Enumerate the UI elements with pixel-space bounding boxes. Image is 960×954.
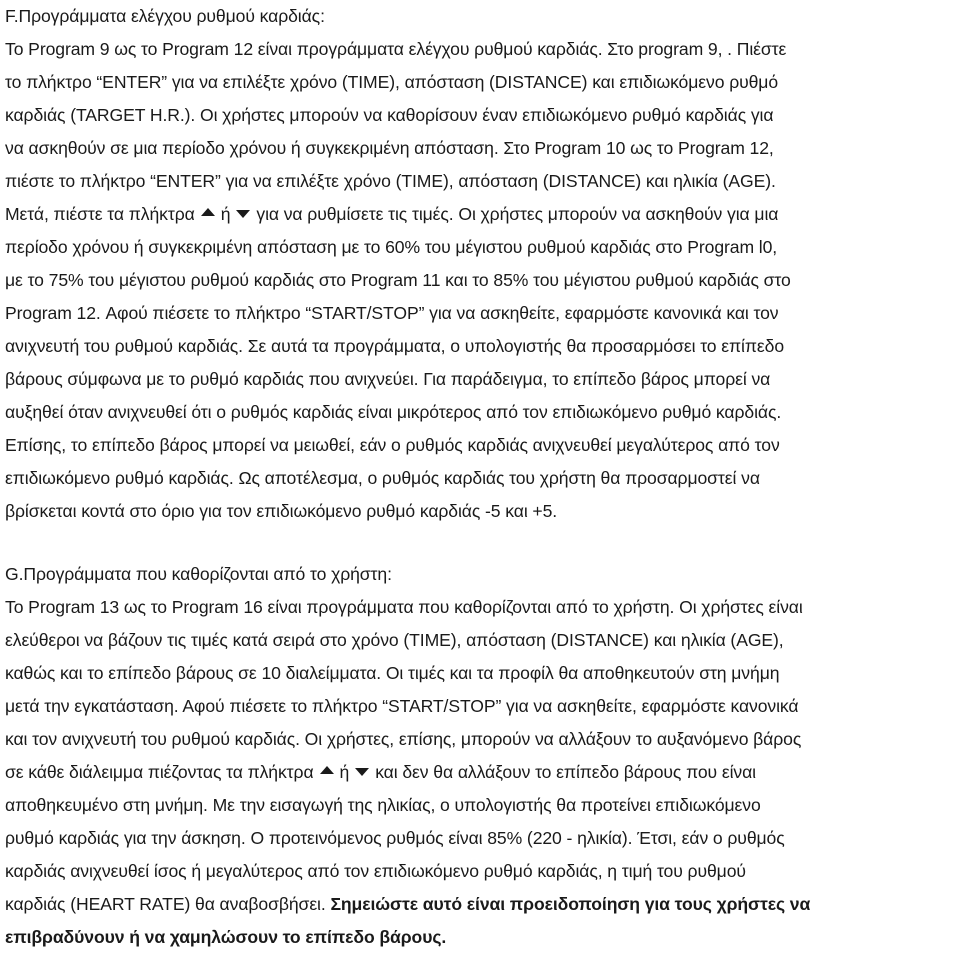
down-triangle-icon bbox=[355, 768, 369, 776]
paragraph-line: βάρους σύμφωνα με το ρυθμό καρδιάς που ανιχνεύει. Για παράδειγμα, το επίπεδο βάρος μπορεί να bbox=[5, 369, 771, 389]
paragraph-line: ελεύθεροι να βάζουν τις τιμές κατά σειρά στο χρόνο (TIME), απόσταση (DISTANCE) και ηλικία (AGE), bbox=[5, 630, 784, 650]
section-f bbox=[5, 0, 955, 528]
text-fragment: για να ρυθμίσετε τις τιμές. Οι χρήστες μπορούν να ασκηθούν για μια bbox=[256, 204, 779, 224]
paragraph-line: ανιχνευτή του ρυθμού καρδιάς. Σε αυτά τα προγράμματα, ο υπολογιστής θα προσαρμόσει το επίπεδο bbox=[5, 336, 785, 356]
text-fragment: ή bbox=[220, 204, 231, 224]
text-fragment: ή bbox=[339, 762, 350, 782]
paragraph-line: αυξηθεί όταν ανιχνευθεί ότι ο ρυθμός καρδιάς είναι μικρότερος από τον επιδιωκόμενο ρυθμό καρδιάς. bbox=[5, 402, 782, 422]
paragraph-line: πιέστε το πλήκτρο “ENTER” για να επιλέξτε χρόνο (TIME), απόσταση (DISTANCE) και ηλικία (AGE). bbox=[5, 171, 776, 191]
manual-page bbox=[5, 0, 955, 954]
paragraph-line: ρυθμό καρδιάς για την άσκηση. Ο προτεινόμενος ρυθμός είναι 85% (220 - ηλικία). Έτσι, εάν ο ρυθμός bbox=[5, 828, 785, 848]
paragraph-line: και τον ανιχνευτή του ρυθμού καρδιάς. Οι χρήστες, επίσης, μπορούν να αλλάξουν το αυξανόμενο βάρος bbox=[5, 729, 802, 749]
paragraph-line: Το Program 13 ως το Program 16 είναι προγράμματα που καθορίζονται από το χρήστη. Οι χρήστες είναι bbox=[5, 597, 803, 617]
warning-text: επιβραδύνουν ή να χαμηλώσουν το επίπεδο βάρους. bbox=[5, 927, 447, 947]
paragraph-line bbox=[5, 888, 955, 921]
paragraph-line: το πλήκτρο “ENTER” για να επιλέξτε χρόνο (TIME), απόσταση (DISTANCE) και επιδιωκόμενο ρυθμό bbox=[5, 72, 779, 92]
down-triangle-icon bbox=[236, 210, 250, 218]
paragraph-line bbox=[5, 756, 955, 789]
paragraph-line: βρίσκεται κοντά στο όριο για τον επιδιωκόμενο ρυθμό καρδιάς -5 και +5. bbox=[5, 501, 558, 521]
paragraph-line: Program 12. Αφού πιέσετε το πλήκτρο “START/STOP” για να ασκηθείτε, εφαρμόστε κανονικά και τον bbox=[5, 303, 779, 323]
paragraph-line: Επίσης, το επίπεδο βάρος μπορεί να μειωθεί, εάν ο ρυθμός καρδιάς ανιχνευθεί μεγαλύτερος από τον bbox=[5, 435, 780, 455]
paragraph-line: να ασκηθούν σε μια περίοδο χρόνου ή συγκεκριμένη απόσταση. Στο Program 10 ως το Program 12, bbox=[5, 138, 774, 158]
warning-text: Σημειώστε αυτό είναι προειδοποίηση για τους χρήστες να bbox=[330, 894, 811, 914]
paragraph-line: με το 75% του μέγιστου ρυθμού καρδιάς στο Program 11 και το 85% του μέγιστου ρυθμού καρδιάς στο bbox=[5, 270, 791, 290]
text-fragment: και δεν θα αλλάξουν το επίπεδο βάρους που είναι bbox=[375, 762, 756, 782]
text-fragment: Μετά, πιέστε τα πλήκτρα bbox=[5, 204, 195, 224]
paragraph-line: Το Program 9 ως το Program 12 είναι προγράμματα ελέγχου ρυθμού καρδιάς. Στο program 9, . Πιέστε bbox=[5, 39, 787, 59]
text-fragment: καρδιάς (HEART RATE) θα αναβοσβήσει. bbox=[5, 894, 326, 914]
up-triangle-icon bbox=[201, 208, 215, 216]
section-g-heading: G.Προγράμματα που καθορίζονται από το χρήστη: bbox=[5, 564, 392, 584]
paragraph-line: καθώς και το επίπεδο βάρους σε 10 διαλείμματα. Οι τιμές και τα προφίλ θα αποθηκευτούν στη μνήμη bbox=[5, 663, 780, 683]
section-g bbox=[5, 558, 955, 954]
paragraph-line: καρδιάς ανιχνευθεί ίσος ή μεγαλύτερος από τον επιδιωκόμενο ρυθμό καρδιάς, η τιμή του ρυθμού bbox=[5, 861, 746, 881]
paragraph-line: περίοδο χρόνου ή συγκεκριμένη απόσταση με το 60% του μέγιστου ρυθμού καρδιάς στο Program l0, bbox=[5, 237, 778, 257]
section-f-heading: F.Προγράμματα ελέγχου ρυθμού καρδιάς: bbox=[5, 6, 325, 26]
paragraph-line: επιδιωκόμενο ρυθμό καρδιάς. Ως αποτέλεσμα, ο ρυθμός καρδιάς του χρήστη θα προσαρμοστεί να bbox=[5, 468, 760, 488]
paragraph-line: αποθηκευμένο στη μνήμη. Με την εισαγωγή της ηλικίας, ο υπολογιστής θα προτείνει επιδιωκόμενο bbox=[5, 795, 761, 815]
section-gap bbox=[5, 528, 955, 558]
up-triangle-icon bbox=[320, 766, 334, 774]
paragraph-line: μετά την εγκατάσταση. Αφού πιέσετε το πλήκτρο “START/STOP” για να ασκηθείτε, εφαρμόστε κανονικά bbox=[5, 696, 799, 716]
paragraph-line: καρδιάς (TARGET H.R.). Οι χρήστες μπορούν να καθορίσουν έναν επιδιωκόμενο ρυθμό καρδιάς για bbox=[5, 105, 774, 125]
text-fragment: σε κάθε διάλειμμα πιέζοντας τα πλήκτρα bbox=[5, 762, 314, 782]
paragraph-line bbox=[5, 198, 955, 231]
